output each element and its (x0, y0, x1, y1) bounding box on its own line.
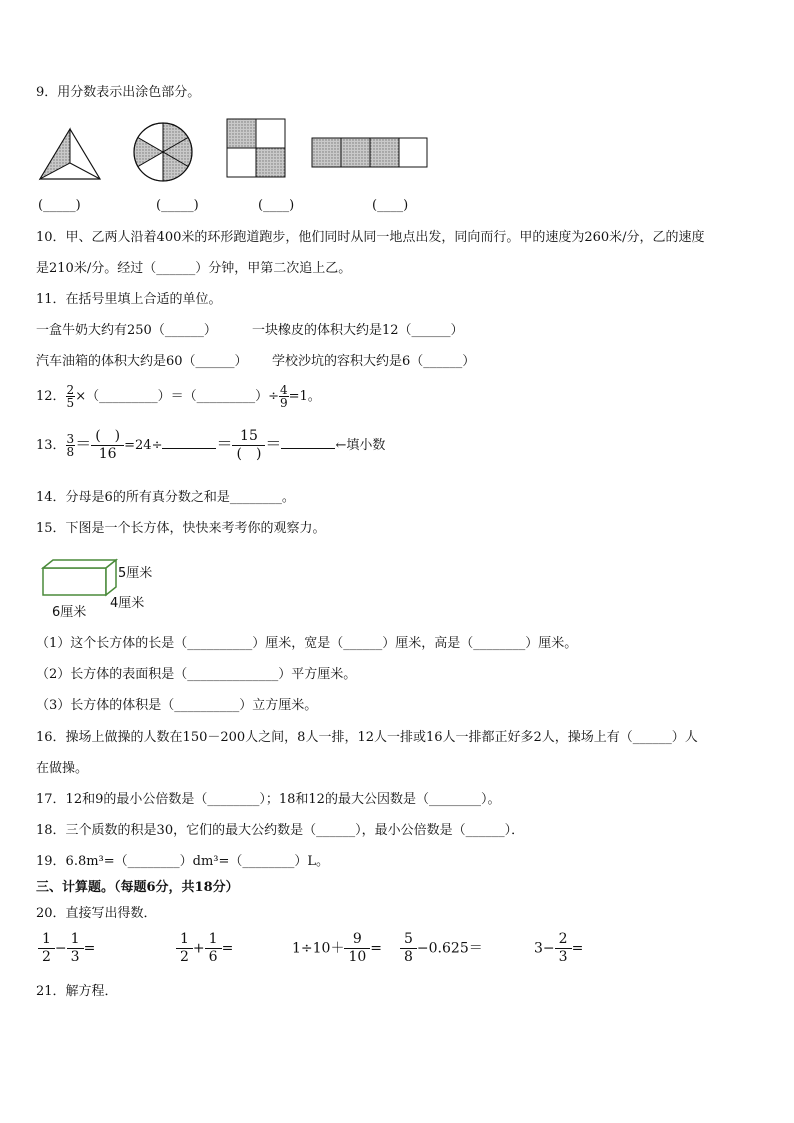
q12-label: 12． (36, 389, 66, 404)
q13-eq-2: ＝ (216, 434, 233, 453)
e5-eq: = (571, 940, 584, 957)
q13-f3-den[interactable]: ( ) (236, 446, 262, 462)
square-figure (226, 118, 288, 180)
e1-b-den: 3 (70, 949, 80, 965)
question-11-c: 汽车油箱的体积大约是60（______） (36, 354, 248, 369)
e1-op: − (54, 940, 67, 957)
e4-a-den: 8 (404, 949, 413, 965)
q13-mid: =24÷ (124, 438, 163, 453)
circle-figure (130, 120, 196, 184)
cuboid-figure (40, 557, 118, 599)
e2-a-num: 1 (176, 931, 193, 949)
bar-figure (310, 136, 430, 170)
question-10-line1: 10．甲、乙两人沿着400米的环形跑道跑步，他们同时从同一地点出发，同向而行。甲的速度为260米/分，乙的速度 (36, 230, 705, 245)
q13-fraction-1 (66, 433, 76, 458)
question-11-title: 11．在括号里填上合适的单位。 (36, 292, 222, 307)
q12-f1-num: 2 (66, 383, 75, 397)
cuboid-width-label: 4厘米 (110, 596, 145, 611)
e1-b-num: 1 (67, 931, 84, 949)
question-11-a: 一盒牛奶大约有250（______） (36, 323, 217, 338)
question-15-sub2: （2）长方体的表面积是（______________）平方厘米。 (36, 667, 357, 682)
e2-frac-b (205, 931, 222, 966)
q12-f1-den: 5 (66, 396, 75, 410)
e4-post: −0.625＝ (416, 940, 483, 957)
triangle-figure (38, 126, 102, 182)
q13-end: ←填小数 (335, 438, 386, 453)
q12-middle[interactable]: ×（_________）＝（_________）÷ (75, 389, 279, 404)
q13-blank-1[interactable] (162, 436, 216, 449)
calc-expression-2 (176, 931, 233, 966)
q12-fraction-2 (279, 384, 289, 409)
calc-expression-1 (38, 931, 95, 966)
e4-a-num: 5 (400, 931, 417, 949)
q13-label: 13． (36, 438, 66, 453)
calc-expression-5 (534, 931, 583, 966)
e1-frac-b (67, 931, 84, 966)
question-11-d: 学校沙坑的容积大约是6（______） (272, 354, 476, 369)
e3-pre: 1÷10＋ (292, 940, 345, 957)
e5-b-den: 3 (558, 949, 568, 965)
e5-b-num: 2 (555, 931, 572, 949)
q12-fraction-1 (66, 384, 76, 409)
e1-a-den: 2 (42, 949, 51, 965)
section-3-title: 三、计算题。（每题6分，共18分） (36, 880, 239, 895)
cuboid-height-label: 5厘米 (118, 566, 153, 581)
e2-a-den: 2 (180, 949, 189, 965)
q12-f2-num: 4 (279, 383, 288, 397)
e5-pre: 3− (534, 940, 555, 957)
e3-b-num: 9 (344, 931, 370, 949)
question-9: 9．用分数表示出涂色部分。 (36, 85, 201, 100)
e1-eq: = (83, 940, 96, 957)
q13-f2-num[interactable]: ( ) (91, 428, 124, 446)
question-10-line2: 是210米/分。经过（______）分钟，甲第二次追上乙。 (36, 261, 352, 276)
e2-b-den: 6 (208, 949, 218, 965)
answer-blank-4[interactable]: (____) (372, 198, 409, 213)
question-11-b: 一块橡皮的体积大约是12（______） (252, 323, 464, 338)
q12-end: =1。 (288, 389, 321, 404)
e1-a-num: 1 (38, 931, 55, 949)
e2-frac-a (176, 931, 193, 966)
e2-op: + (192, 940, 205, 957)
e5-frac-b (555, 931, 572, 966)
question-15: 15．下图是一个长方体，快快来考考你的观察力。 (36, 521, 326, 536)
question-15-sub1: （1）这个长方体的长是（__________）厘米，宽是（______）厘米，高是（________）厘米。 (36, 636, 578, 651)
answer-blank-3[interactable]: (____) (258, 198, 295, 213)
q13-fraction-2[interactable] (91, 428, 124, 463)
e4-frac-a (400, 931, 417, 966)
e3-eq: = (370, 940, 383, 957)
e2-eq: = (221, 940, 234, 957)
answer-blank-2[interactable]: (_____) (156, 198, 199, 213)
cuboid-length-label: 6厘米 (52, 605, 87, 620)
q13-fraction-3[interactable] (232, 428, 265, 463)
e1-frac-a (38, 931, 55, 966)
q13-eq-3: ＝ (265, 434, 282, 453)
question-18: 18．三个质数的积是30，它们的最大公约数是（______），最小公倍数是（______）． (36, 823, 525, 838)
q13-f1-den: 8 (66, 445, 75, 459)
question-12 (36, 384, 321, 409)
e2-b-num: 1 (205, 931, 222, 949)
q13-f3-num: 15 (232, 428, 265, 446)
question-15-sub3: （3）长方体的体积是（__________）立方厘米。 (36, 698, 318, 713)
question-14: 14．分母是6的所有真分数之和是________。 (36, 490, 295, 505)
question-20: 20．直接写出得数． (36, 906, 157, 921)
question-16-line2: 在做操。 (36, 761, 89, 776)
q13-blank-2[interactable] (281, 436, 335, 449)
question-19: 19．6.8m³=（________）dm³=（________）L。 (36, 854, 330, 869)
q13-eq-1: ＝ (75, 434, 92, 453)
calc-expression-3 (292, 931, 382, 966)
answer-blank-1[interactable]: (_____) (38, 198, 81, 213)
q13-f1-num: 3 (66, 432, 75, 446)
question-17: 17．12和9的最小公倍数是（________）；18和12的最大公因数是（________）。 (36, 792, 501, 807)
e3-b-den: 10 (348, 949, 367, 965)
question-21: 21．解方程． (36, 984, 118, 999)
question-16-line1: 16．操场上做操的人数在150－200人之间，8人一排，12人一排或16人一排都正好多2人，操场上有（______）人 (36, 730, 698, 745)
e3-frac-b (344, 931, 370, 966)
q12-f2-den: 9 (279, 396, 288, 410)
q13-f2-den: 16 (98, 446, 117, 462)
calc-expression-4 (400, 931, 483, 966)
question-13 (36, 428, 385, 463)
